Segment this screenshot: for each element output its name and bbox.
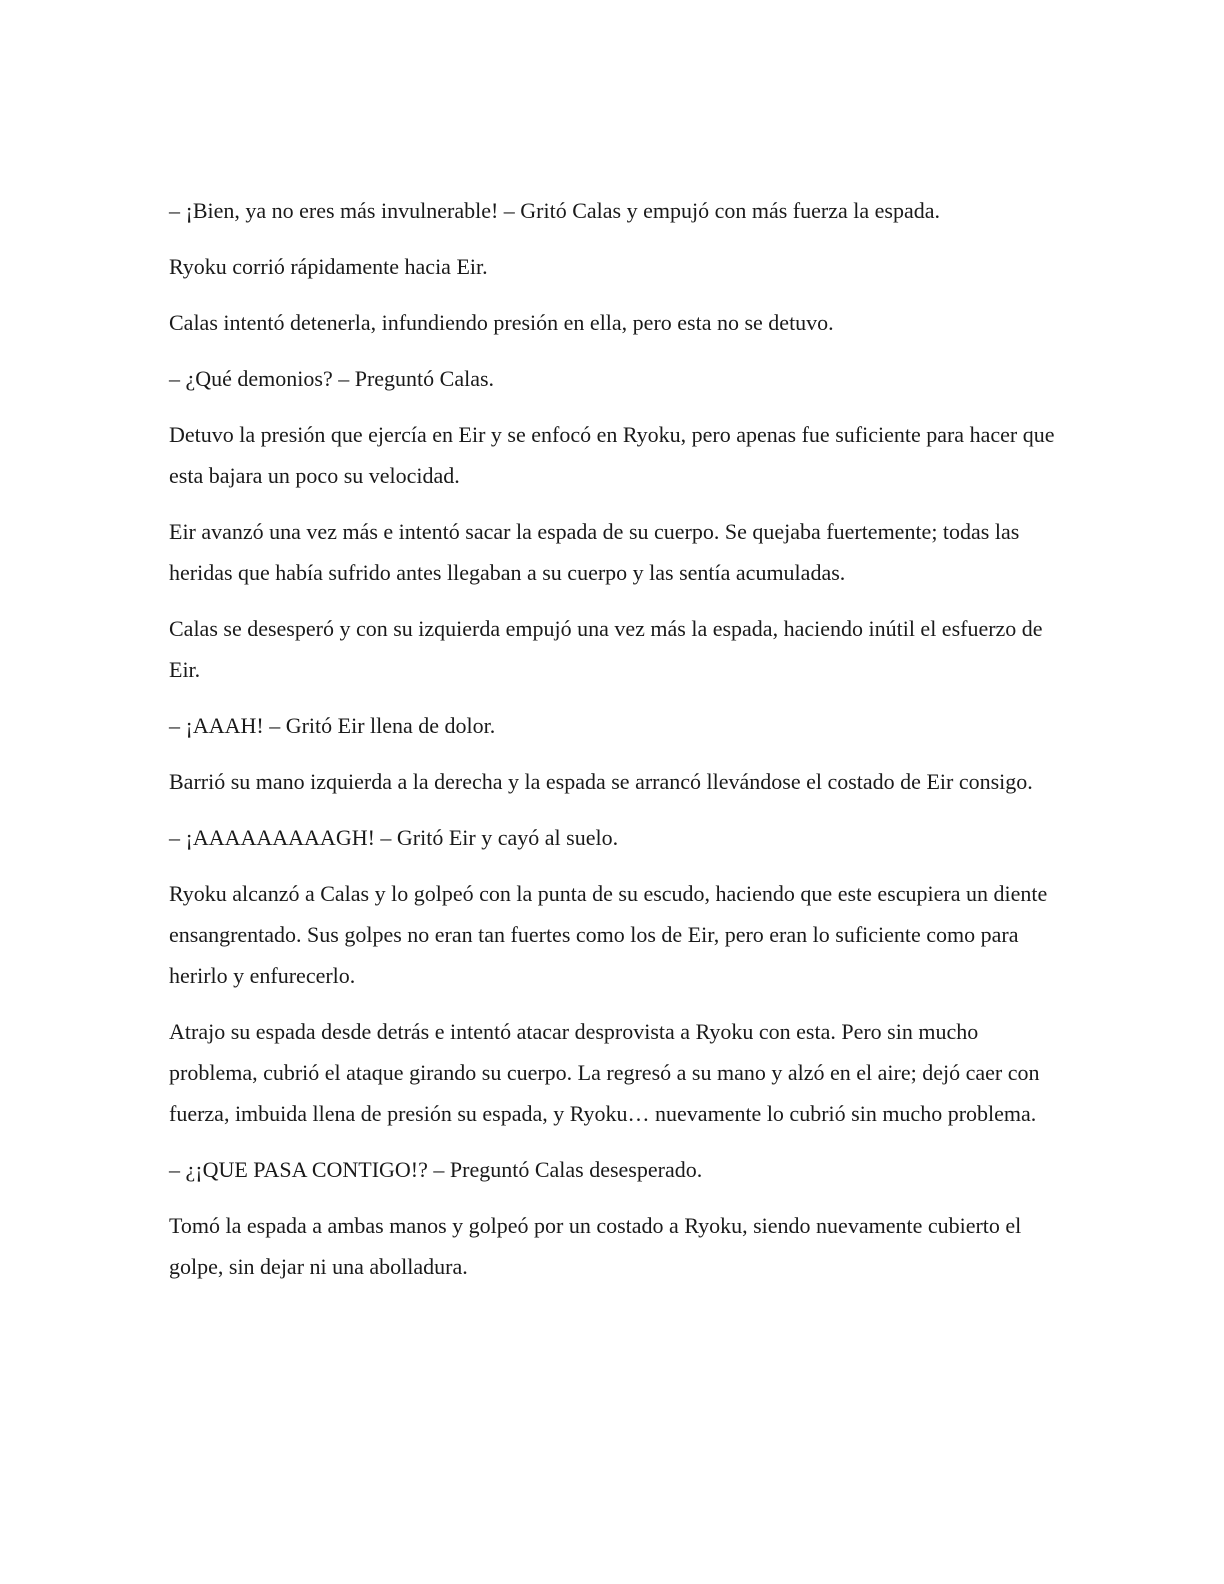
body-text [169, 190, 1059, 1302]
paragraph-7: Calas se desesperó y con su izquierda empujó una vez más la espada, haciendo inútil el esfuerzo de Eir. [169, 616, 1049, 682]
paragraph-10: – ¡AAAAAAAAAGH! – Gritó Eir y cayó al suelo. [169, 825, 619, 850]
paragraph-9: Barrió su mano izquierda a la derecha y la espada se arrancó llevándose el costado de Eir consigo. [169, 769, 1033, 794]
paragraph-14: Tomó la espada a ambas manos y golpeó por un costado a Ryoku, siendo nuevamente cubierto el golpe, sin dejar ni una abolladura. [169, 1213, 1027, 1279]
paragraph-12: Atrajo su espada desde detrás e intentó atacar desprovista a Ryoku con esta. Pero sin mucho problema, cubrió el ataque girando su cuerpo. La regresó a su mano y alzó en el aire; dejó caer con fuerza, imbuida llena de presión su espada, y Ryoku… nuevamente lo cubrió sin mucho problema. [169, 1019, 1045, 1126]
paragraph-4: – ¿Qué demonios? – Preguntó Calas. [169, 366, 495, 391]
paragraph-3: Calas intentó detenerla, infundiendo presión en ella, pero esta no se detuvo. [169, 310, 834, 335]
paragraph-2: Ryoku corrió rápidamente hacia Eir. [169, 254, 488, 279]
paragraph-11: Ryoku alcanzó a Calas y lo golpeó con la punta de su escudo, haciendo que este escupiera un diente ensangrentado. Sus golpes no eran tan fuertes como los de Eir, pero eran lo suficiente como para herirlo y enfurecerlo. [169, 881, 1053, 988]
paragraph-8: – ¡AAAH! – Gritó Eir llena de dolor. [169, 713, 496, 738]
paragraph-5: Detuvo la presión que ejercía en Eir y se enfocó en Ryoku, pero apenas fue suficiente para hacer que esta bajara un poco su velocidad. [169, 422, 1060, 488]
paragraph-13: – ¿¡QUE PASA CONTIGO!? – Preguntó Calas desesperado. [169, 1157, 703, 1182]
paragraph-1: – ¡Bien, ya no eres más invulnerable! – Gritó Calas y empujó con más fuerza la espada. [169, 198, 940, 223]
paragraph-6: Eir avanzó una vez más e intentó sacar la espada de su cuerpo. Se quejaba fuertemente; todas las heridas que había sufrido antes llegaban a su cuerpo y las sentía acumuladas. [169, 519, 1025, 585]
